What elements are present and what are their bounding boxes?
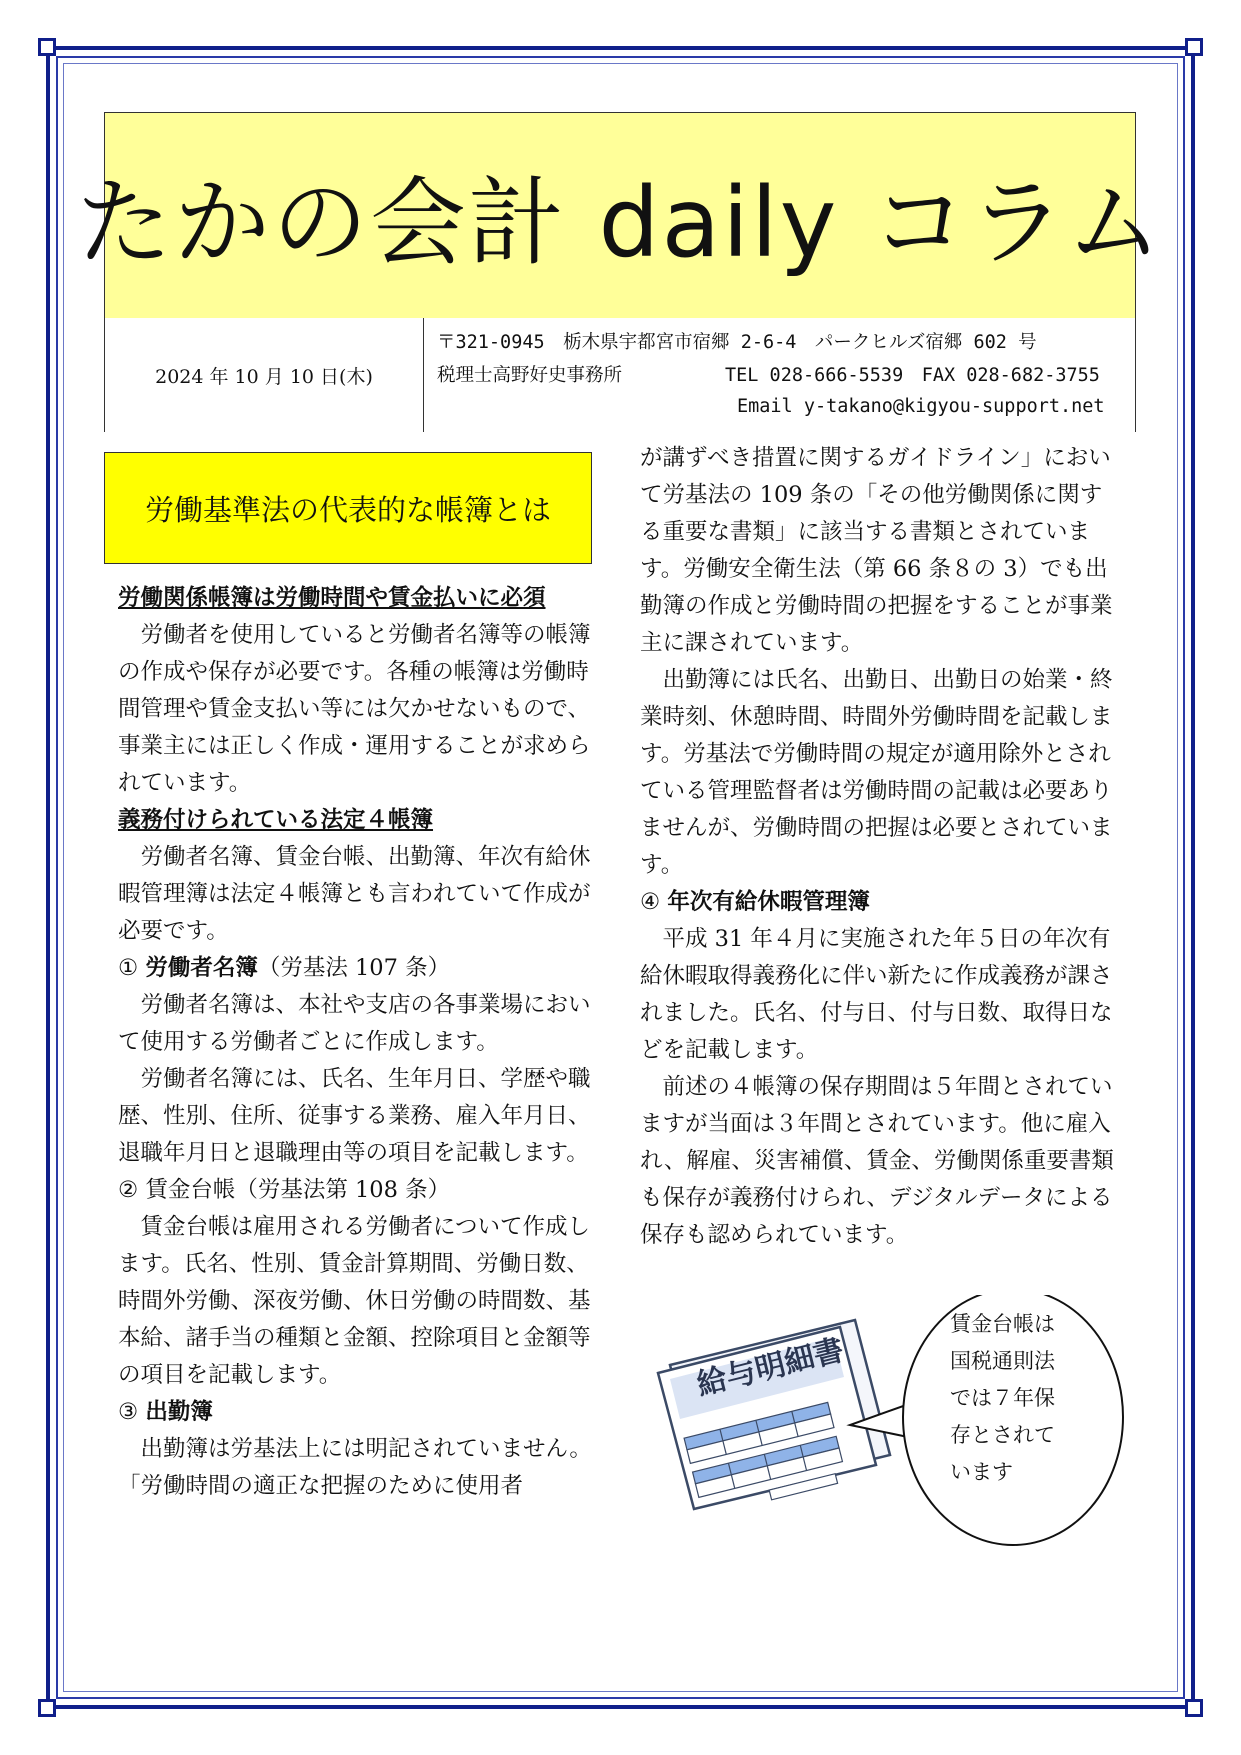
- section-heading: 労働関係帳簿は労働時間や賃金払いに必須: [118, 585, 546, 611]
- law-reference: （労基法第 108 条）: [235, 1177, 451, 1203]
- subsection-heading: [118, 1172, 604, 1209]
- bubble-line: 国税通則法: [950, 1349, 1055, 1373]
- paragraph: が講ずべき措置に関するガイドライン」において労基法の 109 条の「その他労働関係に関する重要な書類」に該当する書類とされています。労働安全衛生法（第 66 条８の 3）でも出勤簿の作成と労働時間の把握をすることが事業主に課されています。: [640, 445, 1113, 656]
- frame-corner-br: [1185, 1699, 1203, 1717]
- subsection-number: ④: [640, 889, 661, 915]
- frame-corner-tr: [1185, 38, 1203, 56]
- paragraph: 平成 31 年４月に実施された年５日の年次有給休暇取得義務化に伴い新たに作成義務が課されました。氏名、付与日、付与日数、取得日などを記載します。: [640, 926, 1113, 1063]
- issue-date: 2024 年 10 月 10 日(木): [105, 318, 424, 432]
- subsection-heading: [118, 1394, 604, 1431]
- paragraph: 前述の４帳簿の保存期間は５年間とされていますが当面は３年間とされています。他に雇入れ、解雇、災害補償、賃金、労働関係重要書類も保存が義務付けられ、デジタルデータによる保存も認められています。: [640, 1074, 1114, 1248]
- subsection-number: ②: [118, 1177, 139, 1203]
- contact-block: [425, 318, 1135, 432]
- bubble-line: 存とされて: [950, 1423, 1055, 1447]
- subsection-title: 賃金台帳: [145, 1177, 236, 1203]
- payslip-label: 給与明細書: [693, 1332, 848, 1403]
- section-heading: 義務付けられている法定４帳簿: [118, 807, 434, 833]
- article-subject: 労働基準法の代表的な帳簿とは: [104, 452, 592, 564]
- paragraph: 労働者を使用していると労働者名簿等の帳簿の作成や保存が必要です。各種の帳簿は労働時間管理や賃金支払い等には欠かせないもので、事業主には正しく作成・運用することが求められています。: [118, 622, 591, 796]
- paragraph: 出勤簿は労基法上には明記されていません。「労働時間の適正な把握のために使用者: [118, 1436, 592, 1499]
- info-row: [105, 318, 1135, 432]
- law-reference: （労基法 107 条）: [257, 955, 451, 981]
- subsection-title: 労働者名簿: [145, 955, 258, 981]
- subsection-title: 年次有給休暇管理簿: [667, 889, 870, 915]
- payslip-doc-front: [658, 1327, 876, 1517]
- subsection-title: 出勤簿: [145, 1399, 213, 1425]
- title-box: [76, 113, 1164, 319]
- left-column: [118, 580, 604, 1505]
- paragraph: 労働者名簿には、氏名、生年月日、学歴や職歴、性別、住所、従事する業務、雇入年月日、退職年月日と退職理由等の項目を記載します。: [118, 1066, 591, 1166]
- bubble-line: では７年保: [950, 1386, 1055, 1410]
- page-title: たかの会計 daily コラム: [76, 167, 1164, 279]
- subsection-number: ③: [118, 1399, 139, 1425]
- office-name: 税理士高野好史事務所: [437, 365, 623, 386]
- subsection-number: ①: [118, 955, 139, 981]
- bubble-line: います: [950, 1460, 1013, 1484]
- email: Email y-takano@kigyou-support.net: [737, 396, 1105, 417]
- header: [76, 112, 1164, 432]
- address: 〒321-0945 栃木県宇都宮市宿郷 2-6-4 パークヒルズ宿郷 602 号: [437, 332, 1037, 353]
- phone-fax: TEL 028-666-5539 FAX 028-682-3755: [725, 365, 1100, 386]
- subsection-heading: [118, 950, 604, 987]
- subsection-heading: [640, 884, 1118, 921]
- bubble-line: 賃金台帳は: [950, 1312, 1055, 1336]
- frame-corner-bl: [38, 1699, 56, 1717]
- frame-corner-tl: [38, 38, 56, 56]
- paragraph: 出勤簿には氏名、出勤日、出勤日の始業・終業時刻、休憩時間、時間外労働時間を記載します。労基法で労働時間の規定が適用除外とされている管理監督者は労働時間の記載は必要ありませんが、労働時間の把握は必要とされています。: [640, 667, 1113, 878]
- right-column: [640, 440, 1118, 1254]
- bubble-text: [950, 1306, 1090, 1491]
- paragraph: 労働者名簿は、本社や支店の各事業場において使用する労働者ごとに作成します。: [118, 992, 591, 1055]
- paragraph: 労働者名簿、賃金台帳、出勤簿、年次有給休暇管理簿は法定４帳簿とも言われていて作成が必要です。: [118, 844, 591, 944]
- paragraph: 賃金台帳は雇用される労働者について作成します。氏名、性別、賃金計算期間、労働日数、時間外労働、深夜労働、休日労働の時間数、基本給、諸手当の種類と金額、控除項目と金額等の項目を記載します。: [118, 1214, 591, 1388]
